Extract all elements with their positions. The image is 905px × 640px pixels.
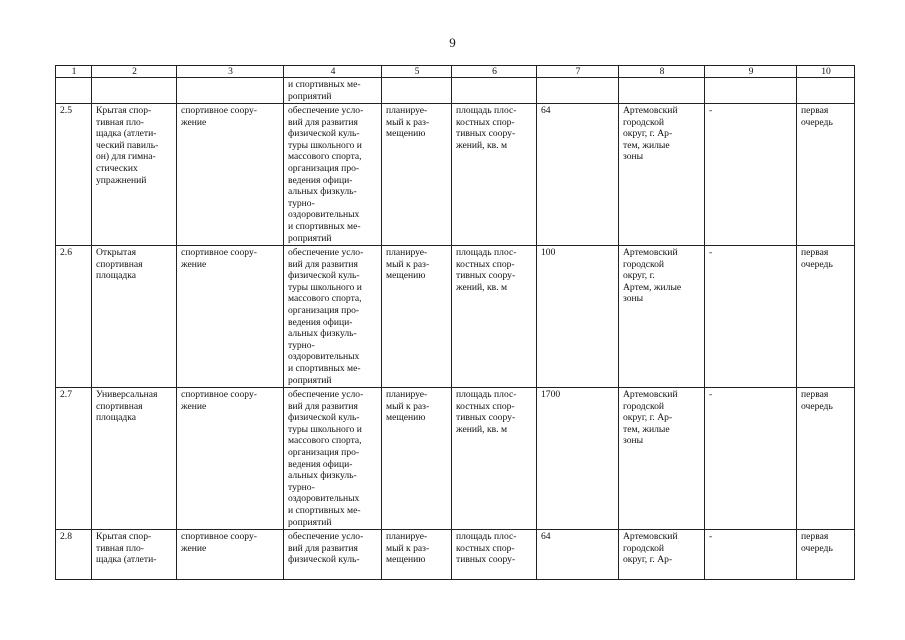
- cell-line: массового спорта,: [288, 151, 362, 163]
- cell-line: жение: [181, 542, 207, 554]
- characteristic-cell: [452, 104, 537, 246]
- cell-line: спортивное соору-: [181, 105, 257, 116]
- cell-line: Артемовский: [623, 105, 678, 116]
- purpose-cell: [284, 388, 382, 530]
- object-type-cell: [177, 246, 284, 388]
- object-name-cell: [92, 530, 177, 580]
- cell-line: тивная пло-: [96, 116, 144, 128]
- cell-line: ведения офици-: [288, 458, 353, 470]
- column-header: 3: [177, 66, 284, 78]
- cell-line: 1700: [541, 389, 561, 400]
- table-cell: [619, 78, 705, 104]
- cell-line: костных спор-: [456, 542, 515, 554]
- stage-cell: [797, 530, 855, 580]
- purpose-cell: [284, 246, 382, 388]
- object-name-cell: [92, 246, 177, 388]
- cell-line: площадь плос-: [456, 389, 517, 400]
- status-cell: [382, 246, 452, 388]
- cell-line: обеспечение усло-: [288, 531, 364, 542]
- cell-line: тем, жилые: [623, 423, 670, 435]
- cell-line: очередь: [801, 542, 833, 554]
- cell-line: 100: [541, 247, 556, 258]
- row-number-cell: [56, 388, 92, 530]
- characteristic-cell: [452, 530, 537, 580]
- cell-line: мый к раз-: [386, 258, 430, 270]
- stage-cell: [797, 104, 855, 246]
- cell-line: турно-: [288, 481, 315, 493]
- cell-line: Крытая спор-: [96, 531, 152, 542]
- cell-line: спортивная: [96, 258, 143, 270]
- table-cell: [537, 78, 619, 104]
- table-cell: [177, 78, 284, 104]
- cell-line: Артемовский: [623, 389, 678, 400]
- cell-line: округ, г.: [623, 270, 655, 282]
- cell-line: мещению: [386, 554, 426, 566]
- cell-line: тивных соору-: [456, 270, 516, 282]
- cell-line: Артем, жилые: [623, 281, 682, 293]
- column-header: 1: [56, 66, 92, 78]
- cell-line: планируе-: [386, 389, 428, 400]
- cell-line: туры школьного и: [288, 281, 362, 293]
- cell-line: жений, кв. м: [456, 423, 508, 435]
- cell-line: альных физкуль-: [288, 470, 357, 482]
- table-row: [56, 104, 855, 246]
- cell-line: городской: [623, 116, 665, 128]
- cell-line: спортивное соору-: [181, 531, 257, 542]
- cell-line: планируе-: [386, 531, 428, 542]
- cell-line: костных спор-: [456, 116, 515, 128]
- cell-line: альных физкуль-: [288, 186, 357, 198]
- cell-line: первая: [801, 531, 829, 542]
- cell-line: -: [709, 389, 713, 400]
- column-header: 8: [619, 66, 705, 78]
- cell-line: оздоровительных: [288, 351, 360, 363]
- cell-line: жение: [181, 116, 207, 128]
- cell-line: 2.6: [60, 247, 72, 258]
- cell-line: жение: [181, 400, 207, 412]
- cell-line: -: [709, 105, 713, 116]
- cell-line: обеспечение усло-: [288, 389, 364, 400]
- cell-line: спортивное соору-: [181, 247, 257, 258]
- cell-line: 64: [541, 531, 551, 542]
- cell-line: тивных соору-: [456, 554, 516, 566]
- cell-line: площадь плос-: [456, 105, 517, 116]
- cell-line: мещению: [386, 128, 426, 140]
- cell-line: городской: [623, 258, 665, 270]
- cell-line: оздоровительных: [288, 493, 360, 505]
- value-cell: [537, 246, 619, 388]
- object-type-cell: [177, 104, 284, 246]
- cell-line: планируе-: [386, 247, 428, 258]
- cell-line: площадь плос-: [456, 247, 517, 258]
- cell-line: очередь: [801, 400, 833, 412]
- table-row: [56, 246, 855, 388]
- cell-line: округ, г. Ар-: [623, 128, 673, 140]
- zones-cell: [705, 530, 797, 580]
- table-cell: [705, 78, 797, 104]
- cell-line: физической куль-: [288, 412, 360, 424]
- cell-line: туры школьного и: [288, 423, 362, 435]
- cell-line: площадка: [96, 412, 137, 424]
- cell-line: щадка (атлети-: [96, 128, 157, 140]
- cell-line: зоны: [623, 293, 644, 305]
- cell-line: стических: [96, 162, 138, 174]
- column-header: 9: [705, 66, 797, 78]
- value-cell: [537, 104, 619, 246]
- cell-line: 2.7: [60, 389, 72, 400]
- value-cell: [537, 530, 619, 580]
- cell-line: обеспечение усло-: [288, 105, 364, 116]
- zones-cell: [705, 246, 797, 388]
- table-cell: [797, 78, 855, 104]
- cell-line: роприятий: [288, 516, 332, 528]
- cell-line: Открытая: [96, 247, 137, 258]
- cell-line: очередь: [801, 258, 833, 270]
- location-cell: [619, 246, 705, 388]
- zones-cell: [705, 388, 797, 530]
- cell-line: щадка (атлети-: [96, 554, 157, 566]
- table-row: [56, 530, 855, 580]
- column-header-row: [56, 66, 855, 78]
- cell-line: мещению: [386, 270, 426, 282]
- row-number-cell: [56, 104, 92, 246]
- cell-line: Универсальная: [96, 389, 158, 400]
- status-cell: [382, 104, 452, 246]
- cell-line: спортивное соору-: [181, 389, 257, 400]
- cell-line: туры школьного и: [288, 139, 362, 151]
- object-name-cell: [92, 388, 177, 530]
- cell-line: первая: [801, 105, 829, 116]
- column-header: 2: [92, 66, 177, 78]
- cell-line: костных спор-: [456, 258, 515, 270]
- column-header: 5: [382, 66, 452, 78]
- cell-line: спортивная: [96, 400, 143, 412]
- cell-line: ведения офици-: [288, 316, 353, 328]
- cell-line: упражнений: [96, 174, 147, 186]
- stage-cell: [797, 388, 855, 530]
- cell-line: роприятий: [288, 232, 332, 244]
- cell-line: вий для развития: [288, 116, 358, 128]
- cell-line: и спортивных ме-: [288, 362, 361, 374]
- table-row: [56, 388, 855, 530]
- cell-line: площадь плос-: [456, 531, 517, 542]
- table-cell: [92, 78, 177, 104]
- cell-line: и спортивных ме-: [288, 504, 361, 516]
- cell-line: ведения офици-: [288, 174, 353, 186]
- row-number-cell: [56, 246, 92, 388]
- cell-line: костных спор-: [456, 400, 515, 412]
- continuation-row: [56, 78, 855, 104]
- cell-line: жение: [181, 258, 207, 270]
- cell-line: жений, кв. м: [456, 281, 508, 293]
- cell-line: 2.5: [60, 105, 72, 116]
- cell-line: зоны: [623, 435, 644, 447]
- cell-line: зоны: [623, 151, 644, 163]
- cell-line: 64: [541, 105, 551, 116]
- value-cell: [537, 388, 619, 530]
- cell-line: организация про-: [288, 446, 360, 458]
- column-header: 6: [452, 66, 537, 78]
- cell-line: тивная пло-: [96, 542, 144, 554]
- cell-line: округ, г. Ар-: [623, 554, 673, 566]
- cell-line: он) для гимна-: [96, 151, 156, 163]
- status-cell: [382, 530, 452, 580]
- cell-line: и спортивных ме-: [288, 79, 361, 90]
- cell-line: вий для развития: [288, 542, 358, 554]
- cell-line: -: [709, 247, 713, 258]
- cell-line: планируе-: [386, 105, 428, 116]
- column-header: 10: [797, 66, 855, 78]
- cell-line: жений, кв. м: [456, 139, 508, 151]
- cell-line: Артемовский: [623, 247, 678, 258]
- cell-line: тивных соору-: [456, 128, 516, 140]
- location-cell: [619, 104, 705, 246]
- cell-line: Артемовский: [623, 531, 678, 542]
- purpose-cell: [284, 530, 382, 580]
- cell-line: городской: [623, 400, 665, 412]
- object-type-cell: [177, 530, 284, 580]
- cell-line: городской: [623, 542, 665, 554]
- object-type-cell: [177, 388, 284, 530]
- cell-line: роприятий: [288, 90, 332, 102]
- cell-line: площадка: [96, 270, 137, 282]
- document-table: [55, 65, 855, 580]
- cell-line: физической куль-: [288, 128, 360, 140]
- cell-line: организация про-: [288, 162, 360, 174]
- cell-line: -: [709, 531, 713, 542]
- cell-line: очередь: [801, 116, 833, 128]
- cell-line: мый к раз-: [386, 542, 430, 554]
- cell-line: мещению: [386, 412, 426, 424]
- cell-line: вий для развития: [288, 400, 358, 412]
- purpose-cell: [284, 104, 382, 246]
- cell-line: мый к раз-: [386, 400, 430, 412]
- table-cell: [382, 78, 452, 104]
- status-cell: [382, 388, 452, 530]
- cell-line: оздоровительных: [288, 209, 360, 221]
- cell-line: физической куль-: [288, 554, 360, 566]
- cell-line: турно-: [288, 197, 315, 209]
- cell-line: обеспечение усло-: [288, 247, 364, 258]
- cell-line: Крытая спор-: [96, 105, 152, 116]
- zones-cell: [705, 104, 797, 246]
- row-number-cell: [56, 530, 92, 580]
- characteristic-cell: [452, 246, 537, 388]
- table-cell: [284, 78, 382, 104]
- cell-line: роприятий: [288, 374, 332, 386]
- cell-line: тем, жилые: [623, 139, 670, 151]
- stage-cell: [797, 246, 855, 388]
- cell-line: мый к раз-: [386, 116, 430, 128]
- column-header: 7: [537, 66, 619, 78]
- object-name-cell: [92, 104, 177, 246]
- page-number: 9: [449, 35, 456, 50]
- characteristic-cell: [452, 388, 537, 530]
- cell-line: массового спорта,: [288, 293, 362, 305]
- cell-line: вий для развития: [288, 258, 358, 270]
- cell-line: ческий павиль-: [96, 139, 159, 151]
- cell-line: турно-: [288, 339, 315, 351]
- cell-line: округ, г. Ар-: [623, 412, 673, 424]
- cell-line: 2.8: [60, 531, 72, 542]
- cell-line: физической куль-: [288, 270, 360, 282]
- location-cell: [619, 530, 705, 580]
- cell-line: организация про-: [288, 304, 360, 316]
- cell-line: первая: [801, 389, 829, 400]
- column-header: 4: [284, 66, 382, 78]
- location-cell: [619, 388, 705, 530]
- table-cell: [452, 78, 537, 104]
- cell-line: и спортивных ме-: [288, 220, 361, 232]
- cell-line: тивных соору-: [456, 412, 516, 424]
- cell-line: первая: [801, 247, 829, 258]
- cell-line: массового спорта,: [288, 435, 362, 447]
- cell-line: альных физкуль-: [288, 328, 357, 340]
- table-cell: [56, 78, 92, 104]
